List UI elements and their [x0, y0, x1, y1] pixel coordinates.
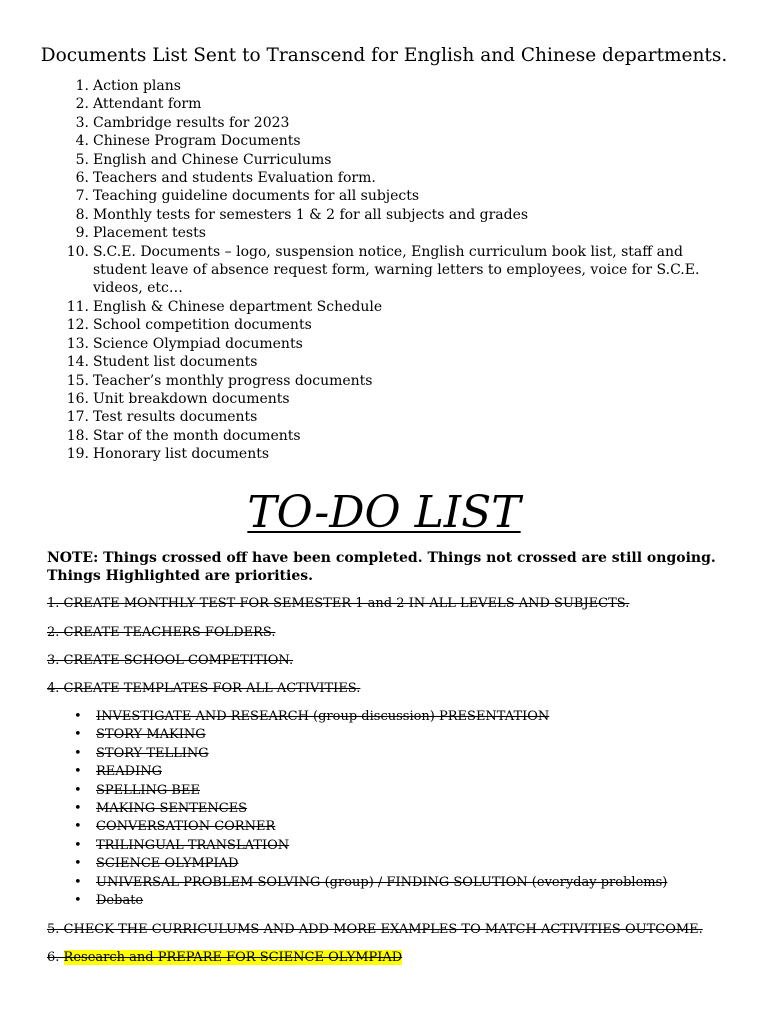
- list-number: 17.: [66, 409, 89, 426]
- documents-list: [0, 77, 703, 464]
- bullet-icon: •: [74, 874, 82, 890]
- bullet-icon: •: [74, 745, 82, 761]
- list-number: 12.: [66, 317, 89, 334]
- todo-task-completed: 3. CREATE SCHOOL COMPETITION.: [47, 653, 294, 668]
- activities-list: [0, 708, 667, 910]
- list-text: English & Chinese department Schedule: [93, 298, 383, 315]
- bullet-icon: •: [74, 837, 82, 853]
- list-item: [0, 427, 703, 445]
- activity-text: MAKING SENTENCES: [96, 801, 248, 817]
- list-text: Science Olympiad documents: [93, 335, 303, 352]
- list-item: [0, 390, 703, 408]
- activity-item: [0, 726, 667, 744]
- list-number: 4.: [75, 133, 89, 150]
- list-text: Teachers and students Evaluation form.: [93, 170, 376, 187]
- activity-text: READING: [96, 764, 162, 780]
- activity-item: [0, 708, 667, 726]
- list-number: 18.: [66, 427, 89, 444]
- list-item: [0, 316, 703, 334]
- bullet-icon: •: [74, 856, 82, 872]
- bullet-icon: •: [74, 709, 82, 724]
- list-item: [0, 187, 703, 205]
- list-item: [0, 77, 703, 95]
- list-text: Placement tests: [93, 225, 206, 242]
- activity-item: [0, 837, 667, 855]
- list-number: 2.: [75, 96, 89, 113]
- activity-text: SCIENCE OLYMPIAD: [96, 856, 239, 872]
- list-number: 6.: [75, 170, 89, 187]
- activity-text: STORY MAKING: [96, 727, 206, 743]
- activity-text: SPELLING BEE: [96, 782, 200, 798]
- list-number: 10.: [66, 243, 89, 260]
- todo-title: TO-DO LIST: [247, 487, 521, 538]
- list-item: [0, 298, 703, 316]
- list-text: Teacher’s monthly progress documents: [93, 372, 373, 389]
- list-item: [0, 335, 703, 353]
- list-text: S.C.E. Documents – logo, suspension notice, English curriculum book list, staff and student leave of absence request form, warning letters to employees, voice for S.C.E. videos, etc…: [93, 243, 700, 297]
- task-number: 6.: [47, 950, 64, 965]
- todo-note: NOTE: Things crossed off have been completed. Things not crossed are still ongoing. Things Highlighted are priorities.: [47, 550, 716, 584]
- list-item: [0, 224, 703, 242]
- list-number: 7.: [75, 188, 89, 205]
- activity-text: CONVERSATION CORNER: [96, 819, 276, 835]
- bullet-icon: •: [74, 819, 82, 835]
- list-number: 14.: [66, 354, 89, 371]
- list-text: Unit breakdown documents: [93, 390, 290, 407]
- list-number: 15.: [66, 372, 89, 389]
- list-text: Cambridge results for 2023: [93, 114, 290, 131]
- activity-text: INVESTIGATE AND RESEARCH (group discussion) PRESENTATION: [96, 709, 550, 724]
- list-text: School competition documents: [93, 317, 312, 334]
- list-item: [0, 114, 703, 132]
- activity-item: [0, 818, 667, 836]
- todo-task-completed: 2. CREATE TEACHERS FOLDERS.: [47, 625, 276, 640]
- list-text: Honorary list documents: [93, 446, 270, 463]
- activity-text: UNIVERSAL PROBLEM SOLVING (group) / FINDING SOLUTION (everyday problems): [96, 874, 668, 890]
- list-text: Chinese Program Documents: [93, 133, 301, 150]
- priority-highlight: Research and PREPARE FOR SCIENCE OLYMPIAD: [63, 950, 403, 965]
- activity-item: [0, 855, 667, 873]
- list-text: Teaching guideline documents for all subjects: [93, 188, 420, 205]
- activity-text: TRILINGUAL TRANSLATION: [96, 837, 290, 853]
- list-number: 16.: [66, 390, 89, 407]
- list-number: 9.: [75, 225, 89, 242]
- list-item: [0, 151, 703, 169]
- activity-item: [0, 874, 667, 892]
- document-title: Documents List Sent to Transcend for English and Chinese departments.: [40, 45, 728, 66]
- bullet-icon: •: [74, 801, 82, 817]
- list-item: [0, 372, 703, 390]
- activity-item: [0, 892, 667, 910]
- activity-item: [0, 763, 667, 781]
- list-text: Student list documents: [93, 354, 258, 371]
- bullet-icon: •: [74, 764, 82, 780]
- list-item: [0, 132, 703, 150]
- activity-item: [0, 782, 667, 800]
- activity-item: [0, 800, 667, 818]
- list-item: [0, 353, 703, 371]
- list-item: [0, 206, 703, 224]
- list-text: Star of the month documents: [93, 427, 301, 444]
- list-text: Test results documents: [93, 409, 258, 426]
- list-item: [0, 95, 703, 113]
- bullet-icon: •: [74, 893, 82, 909]
- list-number: 11.: [66, 298, 89, 315]
- list-number: 5.: [75, 151, 89, 168]
- list-number: 8.: [75, 206, 89, 223]
- todo-task-completed: 4. CREATE TEMPLATES FOR ALL ACTIVITIES.: [47, 681, 361, 696]
- activity-text: Debate: [96, 893, 144, 909]
- list-number: 19.: [66, 446, 89, 463]
- list-number: 3.: [75, 114, 89, 131]
- list-item: [0, 169, 703, 187]
- activity-text: STORY TELLING: [96, 745, 209, 761]
- bullet-icon: •: [74, 782, 82, 798]
- activity-item: [0, 745, 667, 763]
- list-text: Action plans: [93, 78, 181, 94]
- list-text: Monthly tests for semesters 1 & 2 for all subjects and grades: [93, 206, 529, 223]
- list-text: English and Chinese Curriculums: [93, 151, 332, 168]
- list-item: [0, 445, 703, 463]
- list-item: [0, 408, 703, 426]
- list-number: 13.: [66, 335, 89, 352]
- list-text: Attendant form: [93, 96, 202, 113]
- todo-task-completed: 5. CHECK THE CURRICULUMS AND ADD MORE EXAMPLES TO MATCH ACTIVITIES OUTCOME.: [47, 922, 703, 937]
- list-number: 1.: [75, 78, 89, 94]
- todo-task-completed: 1. CREATE MONTHLY TEST FOR SEMESTER 1 and 2 IN ALL LEVELS AND SUBJECTS.: [47, 596, 630, 611]
- bullet-icon: •: [74, 727, 82, 743]
- todo-task-priority: [47, 949, 402, 967]
- list-item: [0, 243, 703, 298]
